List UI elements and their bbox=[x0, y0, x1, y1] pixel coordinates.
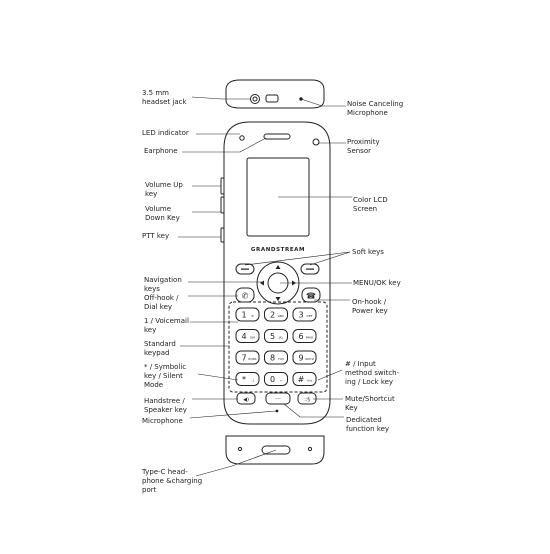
ptt-key bbox=[221, 228, 224, 242]
keypad-key-letters: .,/ bbox=[251, 378, 254, 383]
keypad-key-digit: 3 bbox=[298, 310, 304, 320]
label-typec: Type-C head- phone &charging port bbox=[142, 468, 203, 494]
keypad-key-letters: MNO bbox=[305, 335, 314, 340]
keypad-key-letters: WXYZ bbox=[305, 357, 314, 361]
led-indicator-icon bbox=[240, 136, 244, 140]
earphone-slot bbox=[264, 134, 290, 139]
keypad-key-letters: A/a bbox=[307, 378, 312, 383]
nav-down-arrow-icon bbox=[276, 297, 281, 301]
keypad-key-digit: 5 bbox=[269, 332, 276, 341]
dedicated-icon: ··· bbox=[275, 396, 281, 403]
keypad-key bbox=[265, 351, 288, 364]
label-earphone: Earphone bbox=[144, 147, 178, 155]
keypad-key-letters: ✉ bbox=[251, 314, 254, 318]
label-offhook: Off-hook / Dial key bbox=[144, 294, 179, 311]
keypad-key-digit: 0 bbox=[269, 375, 276, 384]
keypad-key-letters: PQRS bbox=[248, 357, 257, 361]
nav-left-arrow-icon bbox=[260, 281, 264, 286]
label-volume-down: Volume Down Key bbox=[145, 205, 180, 222]
bottom-screw-left-icon bbox=[238, 447, 241, 450]
headset-jack-icon bbox=[251, 95, 260, 104]
keypad-key-digit: 2 bbox=[269, 310, 276, 320]
keypad-key-letters: DEF bbox=[306, 314, 313, 318]
label-dedicated: Dedicated function key bbox=[346, 416, 390, 433]
label-proximity: Proximity Sensor bbox=[347, 138, 380, 155]
label-symbolic: * / Symbolic key / Silent Mode bbox=[144, 363, 187, 389]
keypad bbox=[236, 308, 316, 386]
leader-soft-keys bbox=[245, 252, 350, 265]
label-handsfree: Handstree / Speaker key bbox=[144, 397, 187, 414]
label-menu-ok: MENU/OK key bbox=[353, 279, 401, 287]
keypad-key bbox=[265, 330, 288, 343]
label-voicemail: 1 / Voicemail key bbox=[144, 317, 189, 334]
leader-dedicated bbox=[284, 404, 344, 417]
label-noise-mic: Noise Canceling Microphone bbox=[347, 100, 404, 117]
label-headset-jack: 3.5 mm headset jack bbox=[142, 89, 187, 106]
volume-down-key bbox=[221, 197, 224, 213]
keypad-key bbox=[265, 373, 288, 386]
label-microphone: Microphone bbox=[142, 417, 183, 425]
speaker-icon: ◀) bbox=[243, 397, 249, 403]
keypad-key bbox=[236, 330, 259, 343]
keypad-key-digit: # bbox=[297, 375, 305, 384]
keypad-key-digit: 9 bbox=[298, 353, 304, 363]
keypad-key-letters: JKL bbox=[278, 335, 284, 340]
label-onhook: On-hook / Power key bbox=[352, 298, 388, 315]
label-lcd: Color LCD Screen bbox=[353, 196, 388, 213]
label-soft-keys: Soft keys bbox=[352, 248, 384, 256]
keypad-key-letters: ABC bbox=[277, 314, 285, 318]
offhook-icon: ✆ bbox=[241, 291, 249, 301]
label-mute: Mute/Shortcut Key bbox=[345, 395, 395, 412]
proximity-sensor-icon bbox=[313, 139, 319, 145]
label-keypad: Standard keypad bbox=[144, 340, 176, 357]
keypad-key-letters: + bbox=[279, 378, 283, 383]
keypad-key-letters: TUV bbox=[277, 357, 285, 361]
leader-symbolic bbox=[198, 374, 238, 380]
top-slot-icon bbox=[266, 95, 278, 102]
keypad-key bbox=[293, 308, 316, 321]
onhook-icon: ☎ bbox=[306, 291, 316, 301]
soft-key-right-dash bbox=[306, 269, 314, 270]
keypad-key-letters: GHI bbox=[249, 335, 256, 340]
keypad-key-digit: 6 bbox=[298, 332, 304, 341]
soft-key-left-dash bbox=[241, 269, 249, 270]
keypad-key-digit: 8 bbox=[269, 353, 276, 363]
bottom-screw-right-icon bbox=[308, 447, 311, 450]
label-ptt: PTT key bbox=[142, 232, 170, 240]
label-navigation: Navigation keys bbox=[144, 276, 182, 293]
phone-top-view bbox=[226, 80, 324, 108]
mute-icon: ::§ bbox=[304, 397, 310, 403]
microphone-hole-icon bbox=[276, 410, 278, 412]
label-led: LED indicator bbox=[142, 129, 189, 137]
volume-up-key bbox=[221, 178, 224, 194]
keypad-key-digit: * bbox=[242, 375, 246, 384]
keypad-key-digit: 7 bbox=[241, 353, 247, 363]
brand-logo: GRANDSTREAM bbox=[250, 247, 306, 253]
keypad-key bbox=[236, 373, 259, 386]
label-volume-up: Volume Up key bbox=[145, 181, 183, 198]
nav-up-arrow-icon bbox=[276, 265, 281, 269]
leader-headset bbox=[192, 97, 250, 99]
keypad-key-digit: 1 bbox=[241, 310, 247, 320]
headset-jack-inner-icon bbox=[253, 97, 257, 101]
keypad-key bbox=[236, 308, 259, 321]
leader-microphone bbox=[190, 411, 276, 418]
keypad-key-digit: 4 bbox=[241, 332, 247, 341]
label-input-method: # / Input method switch- ing / Lock key bbox=[345, 360, 400, 386]
keypad-key bbox=[293, 373, 316, 386]
